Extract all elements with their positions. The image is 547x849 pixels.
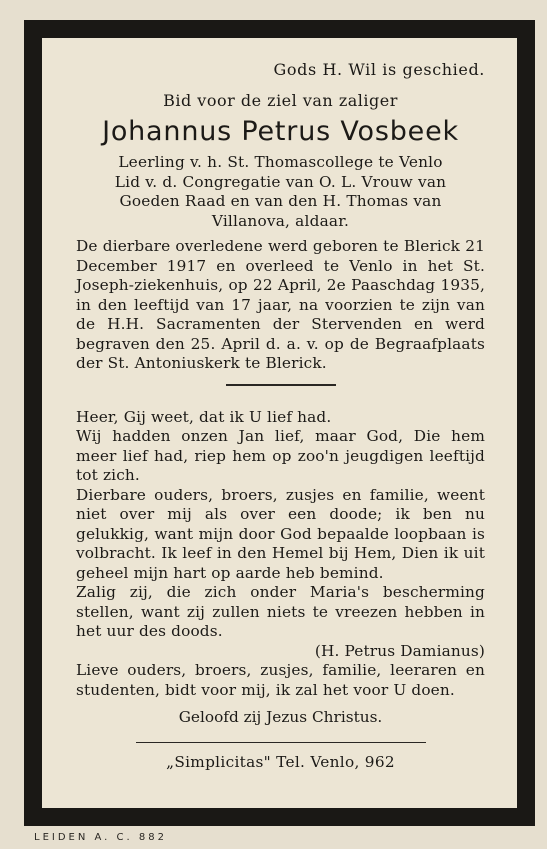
affiliation-block (76, 153, 485, 231)
section-divider (226, 384, 336, 386)
affiliation-line: Goeden Raad en van den H. Thomas van (119, 192, 442, 210)
printer-line: „Simplicitas" Tel. Venlo, 962 (166, 753, 395, 771)
farewell-paragraph: Lieve ouders, broers, zusjes, familie, leeraren en studenten, bidt voor mij, ik zal het voor U doen. (76, 661, 485, 699)
prayer-paragraph: Wij hadden onzen Jan lief, maar God, Die hem meer lief had, riep hem op zoo'n jeugdigen leeftijd tot zich. (76, 427, 485, 484)
prayer-paragraph: Heer, Gij weet, dat ik U lief had. (76, 407, 332, 426)
closing-line: Geloofd zij Jezus Christus. (178, 708, 383, 726)
motto: Gods H. Wil is geschied. (273, 60, 485, 79)
bottom-rule (136, 742, 426, 743)
invocation: Bid voor de ziel van zaliger (163, 91, 398, 110)
prayer-text (76, 408, 485, 701)
affiliation-line: Villanova, aldaar. (211, 211, 350, 230)
print-imprint: LEIDEN A. C. 882 (34, 832, 167, 843)
card-content (42, 38, 517, 808)
deceased-name: Johannus Petrus Vosbeek (102, 116, 459, 147)
prayer-paragraph: Zalig zij, die zich onder Maria's bescherming stellen, want zij zullen niets te vreezen hebben in het uur des doods. (76, 583, 485, 640)
black-mourning-border (24, 20, 535, 826)
prayer-attribution: (H. Petrus Damianus) (314, 641, 485, 660)
affiliation-line: Lid v. d. Congregatie van O. L. Vrouw van (114, 172, 447, 191)
affiliation-line: Leerling v. h. St. Thomascollege te Venlo (118, 153, 443, 171)
prayer-paragraph: Dierbare ouders, broers, zusjes en familie, weent niet over mij als over een doode; ik ben nu gelukkig, want mijn door God bepaalde loopbaan is volbracht. Ik leef in den Hemel bij Hem, Dien ik uit geheel mijn hart op aarde heb bemind. (76, 485, 485, 582)
biography: De dierbare overledene werd geboren te Blerick 21 December 1917 en overleed te Venlo in het St. Joseph-ziekenhuis, op 22 April, 2e Paaschdag 1935, in den leeftijd van 17 jaar, na voorzien te zijn van de H.H. Sacramenten der Stervenden en werd begraven den 25. April d. a. v. op de Begraafplaats der St. Antoniuskerk te Blerick. (76, 237, 485, 372)
